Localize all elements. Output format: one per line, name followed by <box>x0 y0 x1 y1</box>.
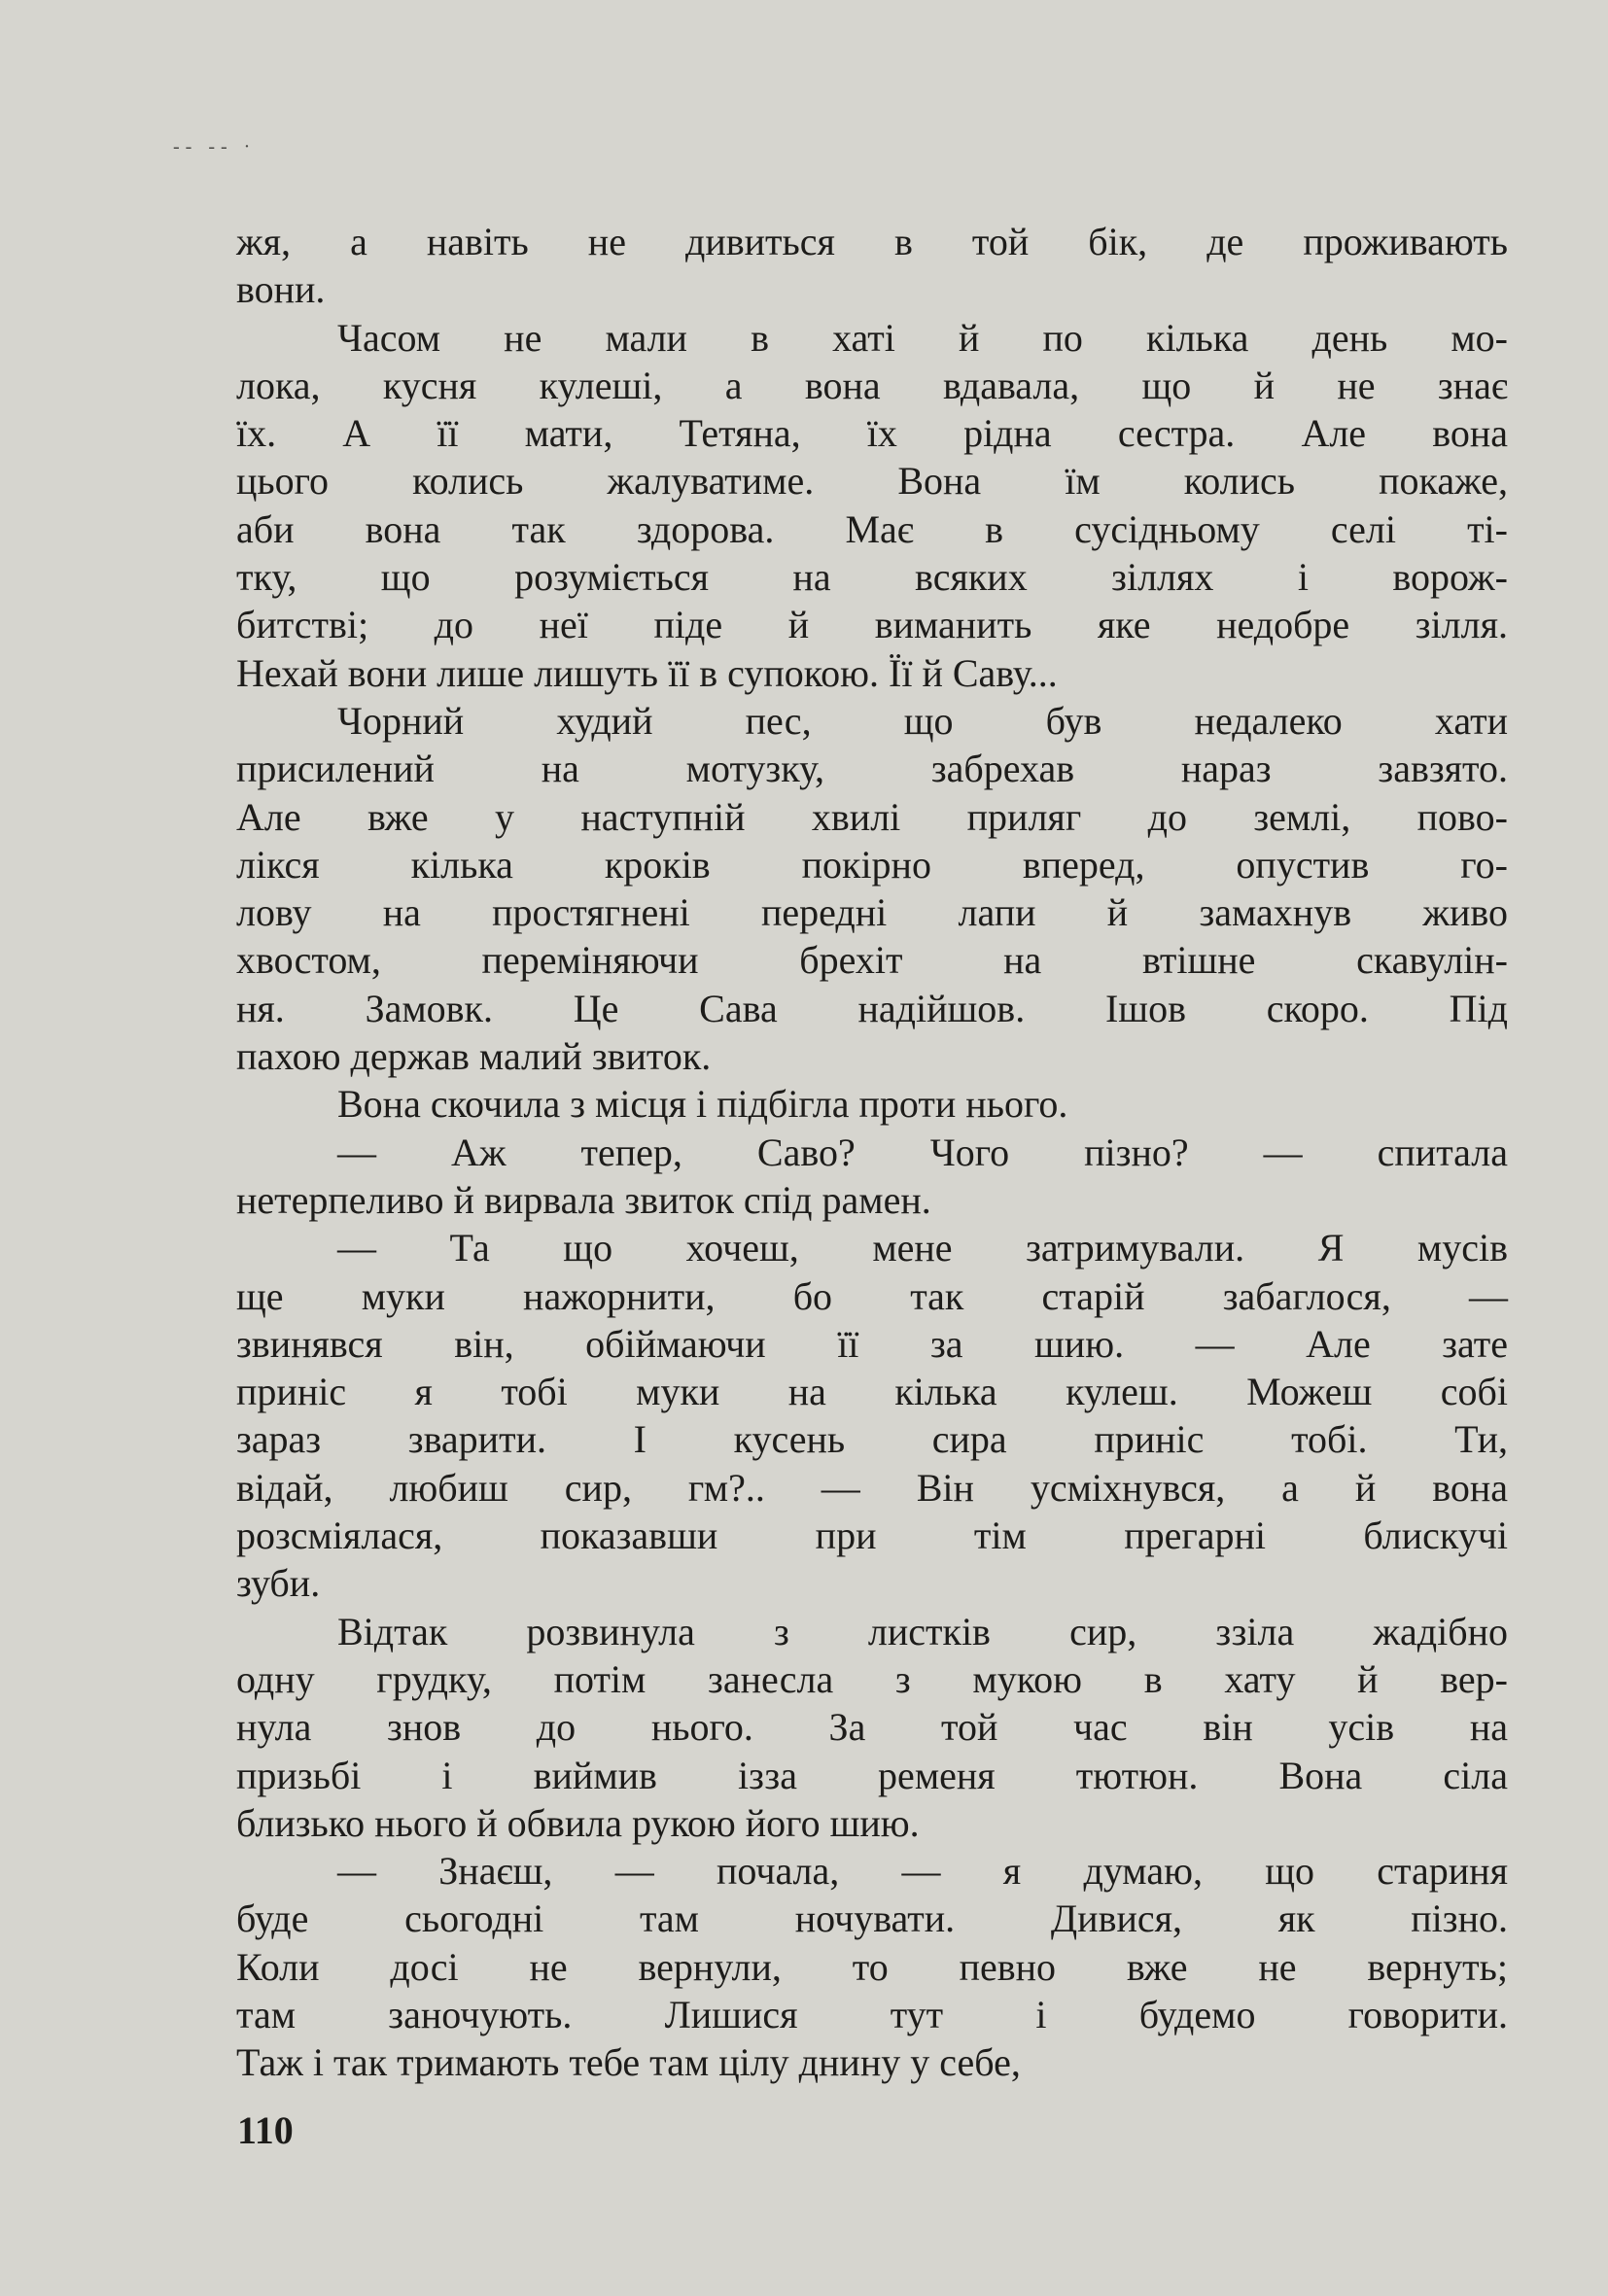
paragraph <box>236 1608 1508 1847</box>
page-body-text <box>236 218 1508 2087</box>
text-line: розсміялася, показавши при тім прегарні блискучі <box>236 1513 1508 1558</box>
text-line: Часом не мали в хаті й по кілька день мо- <box>337 315 1508 360</box>
text-line: хвостом, переміняючи брехіт на втішне скавулін- <box>236 938 1508 983</box>
text-line: буде сьогодні там ночувати. Дивися, як пізно. <box>236 1896 1508 1941</box>
paragraph <box>236 314 1508 697</box>
paragraph <box>236 218 1508 314</box>
text-line: пахою держав малий звиток. <box>236 1034 712 1079</box>
text-line: цього колись жалуватиме. Вона їм колись покаже, <box>236 459 1508 504</box>
paragraph <box>236 1847 1508 2086</box>
text-line: лову на простягнені передні лапи й замахнув живо <box>236 890 1508 935</box>
text-line: аби вона так здорова. Має в сусідньому селі ті- <box>236 506 1508 551</box>
text-line: призьбі і виймив ізза ременя тютюн. Вона сіла <box>236 1753 1508 1797</box>
text-line: — Знаєш, — почала, — я думаю, що стариня <box>337 1849 1508 1894</box>
text-line: Відтак розвинула з листків сир, ззіла жадібно <box>337 1609 1508 1653</box>
text-line: — Аж тепер, Саво? Чого пізно? — спитала <box>337 1130 1508 1174</box>
text-line: ще муки нажорнити, бо так старій забаглося, — <box>236 1273 1508 1318</box>
text-line: нула знов до нього. За той час він усів на <box>236 1705 1508 1750</box>
text-line: приніс я тобі муки на кілька кулеш. Можеш собі <box>236 1370 1508 1414</box>
text-line: Таж і так тримають тебе там цілу днину у себе, <box>236 2040 1021 2085</box>
text-line: нетерпеливо й вирвала звиток спід рамен. <box>236 1177 931 1222</box>
text-line: битстві; до неї піде й виманить яке недобре зілля. <box>236 603 1508 647</box>
text-line: тку, що розуміється на всяких зіллях і ворож- <box>236 555 1508 600</box>
page-number: 110 <box>237 2108 294 2152</box>
text-line: одну грудку, потім занесла з мукою в хату й вер- <box>236 1656 1508 1701</box>
text-line: там заночують. Лишися тут і будемо говорити. <box>236 1992 1508 2036</box>
text-line: Коли досі не вернули, то певно вже не вернуть; <box>236 1944 1508 1989</box>
text-line: близько нього й обвила рукою його шию. <box>236 1800 920 1845</box>
text-line: відай, любиш сир, гм?.. — Він усміхнувся, а й вона <box>236 1465 1508 1510</box>
text-line: — Та що хочеш, мене затримували. Я мусів <box>337 1226 1508 1270</box>
text-line: присилений на мотузку, забрехав нараз завзято. <box>236 747 1508 791</box>
text-line: жя, а навіть не дивиться в той бік, де проживають <box>236 220 1508 263</box>
text-line: лока, кусня кулеші, а вона вдавала, що й не знає <box>236 363 1508 407</box>
paragraph <box>236 697 1508 1080</box>
text-line: їх. А її мати, Тетяна, їх рідна сестра. Але вона <box>236 411 1508 456</box>
text-line: ня. Замовк. Це Сава надійшов. Ішов скоро. Під <box>236 986 1508 1030</box>
text-line: зараз зварити. І кусень сира приніс тобі. Ти, <box>236 1417 1508 1462</box>
page-top-mark: -- -- · <box>173 136 257 157</box>
text-line: звинявся він, обіймаючи її за шию. — Але зате <box>236 1321 1508 1366</box>
paragraph <box>236 1129 1508 1225</box>
text-line: вони. <box>236 267 326 312</box>
text-line: Нехай вони лише лишуть її в супокою. Її й Саву... <box>236 650 1058 695</box>
paragraph <box>236 1224 1508 1607</box>
text-line: Але вже у наступній хвилі приляг до землі, пово- <box>236 794 1508 839</box>
text-line: Чорний худий пес, що був недалеко хати <box>337 698 1508 743</box>
text-line: Вона скочила з місця і підбігла проти нього. <box>337 1082 1068 1127</box>
text-line: зуби. <box>236 1561 321 1606</box>
paragraph <box>236 1080 1508 1128</box>
text-line: лікся кілька кроків покірно вперед, опустив го- <box>236 842 1508 887</box>
